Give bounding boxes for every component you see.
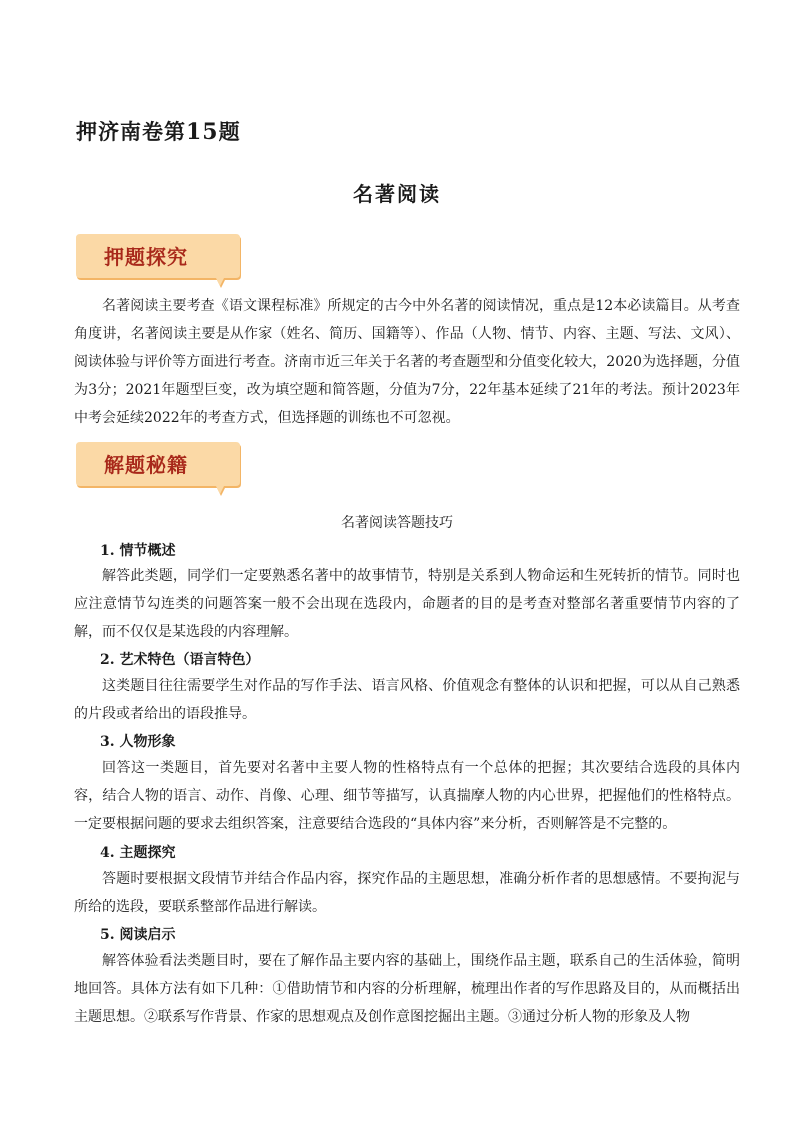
title-prefix: 押济南卷第 [76, 120, 186, 144]
section-body-character: 回答这一类题目，首先要对名著中主要人物的性格特点有一个总体的把握；其次要结合选段的具体内容，结合人物的语言、动作、肖像、心理、细节等描写，认真揣摩人物的内心世界，把握他们的性格特点。一定要根据问题的要求去组织答案，注意要结合选段的“具体内容”来分析，否则解答是不完整的。 [74, 760, 740, 832]
section-heading-theme: 4. 主题探究 [100, 845, 176, 861]
section-heading-inspiration: 5. 阅读启示 [100, 927, 176, 943]
section-heading-character: 3. 人物形象 [100, 734, 176, 750]
section-heading-plot: 1. 情节概述 [100, 543, 176, 559]
banner-explore [74, 230, 242, 280]
section-body-plot: 解答此类题，同学们一定要熟悉名著中的故事情节，特别是关系到人物命运和生死转折的情节。同时也应注意情节勾连类的问题答案一般不会出现在选段内，命题者的目的是考查对整部名著重要情节内容的了解，而不仅仅是某选段的内容理解。 [74, 568, 740, 640]
section-body-theme: 答题时要根据文段情节并结合作品内容，探究作品的主题思想，准确分析作者的思想感情。不要拘泥与所给的选段，要联系整部作品进行解读。 [74, 871, 740, 915]
section-body-inspiration: 解答体验看法类题目时，要在了解作品主要内容的基础上，围绕作品主题，联系自己的生活体验，简明地回答。具体方法有如下几种：①借助情节和内容的分析理解，梳理出作者的写作思路及目的，从而概括出主题思想。②联系写作背景、作家的思想观点及创作意图挖掘出主题。③通过分析人物的形象及人物 [74, 953, 740, 1025]
subject-title: 名著阅读 [353, 182, 441, 206]
intro-paragraph: 名著阅读主要考查《语文课程标准》所规定的古今中外名著的阅读情况，重点是12本必读篇目。从考查角度讲，名著阅读主要是从作家（姓名、简历、国籍等）、作品（人物、情节、内容、主题、写法、文风）、阅读体验与评价等方面进行考查。济南市近三年关于名著的考查题型和分值变化较大，2020为选择题，分值为3分；2021年题型巨变，改为填空题和简答题，分值为7分，22年基本延续了21年的考法。预计2023年中考会延续2022年的考查方式，但选择题的训练也不可忽视。 [74, 298, 740, 426]
banner-tips-label: 解题秘籍 [104, 453, 188, 477]
title-suffix: 题 [218, 120, 241, 144]
title-number: 15 [186, 119, 219, 145]
page-title [76, 116, 241, 146]
banner-tips [74, 438, 242, 488]
tips-title: 名著阅读答题技巧 [341, 515, 453, 531]
section-heading-art: 2. 艺术特色（语言特色） [100, 652, 260, 668]
section-body-art: 这类题目往往需要学生对作品的写作手法、语言风格、价值观念有整体的认识和把握，可以从自己熟悉的片段或者给出的语段推导。 [74, 678, 740, 722]
banner-explore-label: 押题探究 [104, 245, 188, 269]
